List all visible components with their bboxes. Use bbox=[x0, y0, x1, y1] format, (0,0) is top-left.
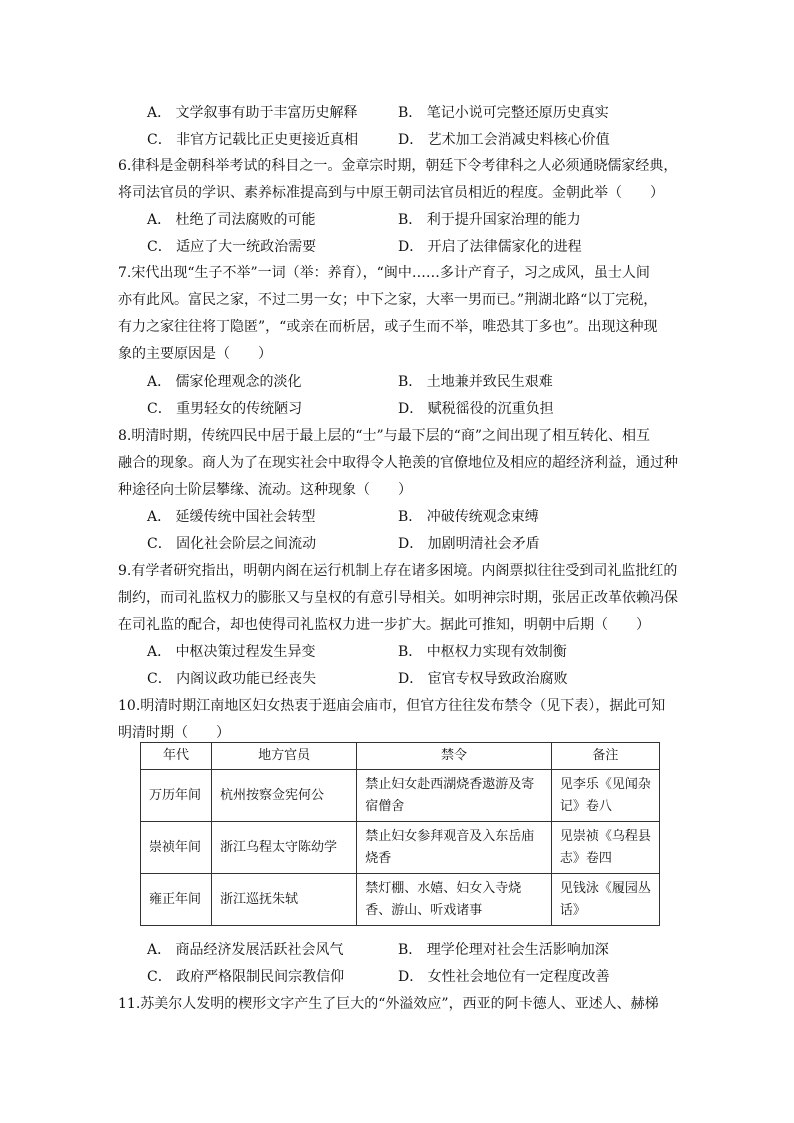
q7-stem-line-4: 象的主要原因是（ ） bbox=[118, 346, 272, 362]
table-cell-ban: 禁止妇女赴西湖烧香遨游及寄宿僧舍 bbox=[357, 770, 552, 822]
q10-option-b: B． 理学伦理对社会生活影响加深 bbox=[398, 942, 609, 958]
q5-option-c: C． 非官方记载比正史更接近真相 bbox=[147, 132, 359, 148]
q6-option-c: C． 适应了大一统政治需要 bbox=[147, 239, 317, 255]
q7-option-a: A． 儒家伦理观念的淡化 bbox=[147, 374, 302, 390]
q8-option-a: A． 延缓传统中国社会转型 bbox=[147, 509, 316, 525]
q7-option-c: C． 重男轻女的传统陋习 bbox=[147, 401, 303, 417]
q6-option-b: B． 利于提升国家治理的能力 bbox=[398, 212, 581, 228]
table-row bbox=[141, 822, 660, 874]
q5-option-b: B． 笔记小说可完整还原历史真实 bbox=[398, 105, 609, 121]
q9-option-b: B． 中枢权力实现有效制衡 bbox=[398, 644, 567, 660]
table-header-row bbox=[141, 743, 660, 770]
q9-option-a: A． 中枢决策过程发生异变 bbox=[147, 644, 316, 660]
q8-stem-line-2: 融合的现象。商人为了在现实社会中取得令人艳羡的官僚地位及相应的超经济利益，通过种 bbox=[118, 455, 678, 471]
q8-stem-line-3: 种途径向士阶层攀缘、流动。这种现象（ ） bbox=[118, 482, 412, 498]
table-cell-era: 万历年间 bbox=[141, 770, 212, 822]
q8-option-c: C． 固化社会阶层之间流动 bbox=[147, 536, 317, 552]
table-cell-note: 见钱泳《履园丛话》 bbox=[551, 874, 659, 926]
q6-option-d: D． 开启了法律儒家化的进程 bbox=[398, 239, 582, 255]
q10-option-c: C． 政府严格限制民间宗教信仰 bbox=[147, 969, 345, 985]
table-cell-official: 浙江巡抚朱轼 bbox=[212, 874, 357, 926]
q9-stem-line-2: 制约，而司礼监权力的膨胀又与皇权的有意引导相关。如明神宗时期，张居正改革依赖冯保 bbox=[118, 590, 678, 606]
q10-option-d: D． 女性社会地位有一定程度改善 bbox=[398, 969, 610, 985]
table-header-ban: 禁令 bbox=[357, 743, 552, 770]
q9-stem-line-3: 在司礼监的配合，却也使得司礼监权力进一步扩大。据此可推知，明朝中后期（ ） bbox=[118, 617, 650, 633]
table-cell-era: 雍正年间 bbox=[141, 874, 212, 926]
q7-stem-line-3: 有力之家往往将丁隐匿”，“或亲在而析居，或子生而不举，唯恐其丁多也”。出现这种现 bbox=[118, 319, 658, 335]
q9-stem-line-1: 9.有学者研究指出，明朝内阁在运行机制上存在诸多困境。内阁票拟往往受到司礼监批红的 bbox=[118, 563, 678, 579]
table-cell-ban: 禁灯棚、水嬉、妇女入寺烧香、游山、听戏诸事 bbox=[357, 874, 552, 926]
table-cell-era: 崇祯年间 bbox=[141, 822, 212, 874]
table-cell-note: 见李乐《见闻杂记》卷八 bbox=[551, 770, 659, 822]
table-row bbox=[141, 770, 660, 822]
q5-option-d: D． 艺术加工会消减史料核心价值 bbox=[398, 132, 610, 148]
q6-option-a: A． 杜绝了司法腐败的可能 bbox=[147, 212, 316, 228]
table-header-era: 年代 bbox=[141, 743, 212, 770]
q10-stem-line-2: 明清时期（ ） bbox=[118, 725, 230, 741]
table-row bbox=[141, 874, 660, 926]
q11-stem-line-1: 11.苏美尔人发明的楔形文字产生了巨大的“外溢效应”，西亚的阿卡德人、亚述人、赫梯 bbox=[118, 996, 659, 1012]
q8-option-b: B． 冲破传统观念束缚 bbox=[398, 509, 539, 525]
q6-stem-line-1: 6.律科是金朝科举考试的科目之一。金章宗时期，朝廷下令考律科之人必须通晓儒家经典， bbox=[118, 158, 678, 174]
q5-option-a: A． 文学叙事有助于丰富历史解释 bbox=[147, 105, 358, 121]
q9-option-c: C． 内阁议政功能已经丧失 bbox=[147, 671, 317, 687]
q6-stem-line-2: 将司法官员的学识、素养标准提高到与中原王朝司法官员相近的程度。金朝此举（ ） bbox=[118, 185, 664, 201]
q7-option-d: D． 赋税徭役的沉重负担 bbox=[398, 401, 554, 417]
q10-option-a: A． 商品经济发展活跃社会风气 bbox=[147, 942, 344, 958]
q7-stem-line-2: 亦有此风。富民之家，不过二男一女；中下之家，大率一男而已。”荆湖北路“以丁完税， bbox=[118, 292, 658, 308]
q7-stem-line-1: 7.宋代出现“生子不举”一词（举：养育），“闽中……多计产育子，习之成风，虽士人间 bbox=[118, 265, 650, 281]
table-cell-official: 浙江乌程太守陈幼学 bbox=[212, 822, 357, 874]
q8-option-d: D． 加剧明清社会矛盾 bbox=[398, 536, 540, 552]
q10-stem-line-1: 10.明清时期江南地区妇女热衷于逛庙会庙市，但官方往往发布禁令（见下表），据此可知 bbox=[118, 698, 666, 714]
table-header-note: 备注 bbox=[551, 743, 659, 770]
q10-ban-table bbox=[140, 742, 660, 926]
table-cell-ban: 禁止妇女参拜观音及入东岳庙烧香 bbox=[357, 822, 552, 874]
q9-option-d: D． 宦官专权导致政治腐败 bbox=[398, 671, 568, 687]
table-cell-official: 杭州按察佥宪何公 bbox=[212, 770, 357, 822]
q8-stem-line-1: 8.明清时期，传统四民中居于最上层的“士”与最下层的“商”之间出现了相互转化、相互 bbox=[118, 428, 650, 444]
table-header-official: 地方官员 bbox=[212, 743, 357, 770]
table-cell-note: 见崇祯《乌程县志》卷四 bbox=[551, 822, 659, 874]
q7-option-b: B． 土地兼并致民生艰难 bbox=[398, 374, 553, 390]
